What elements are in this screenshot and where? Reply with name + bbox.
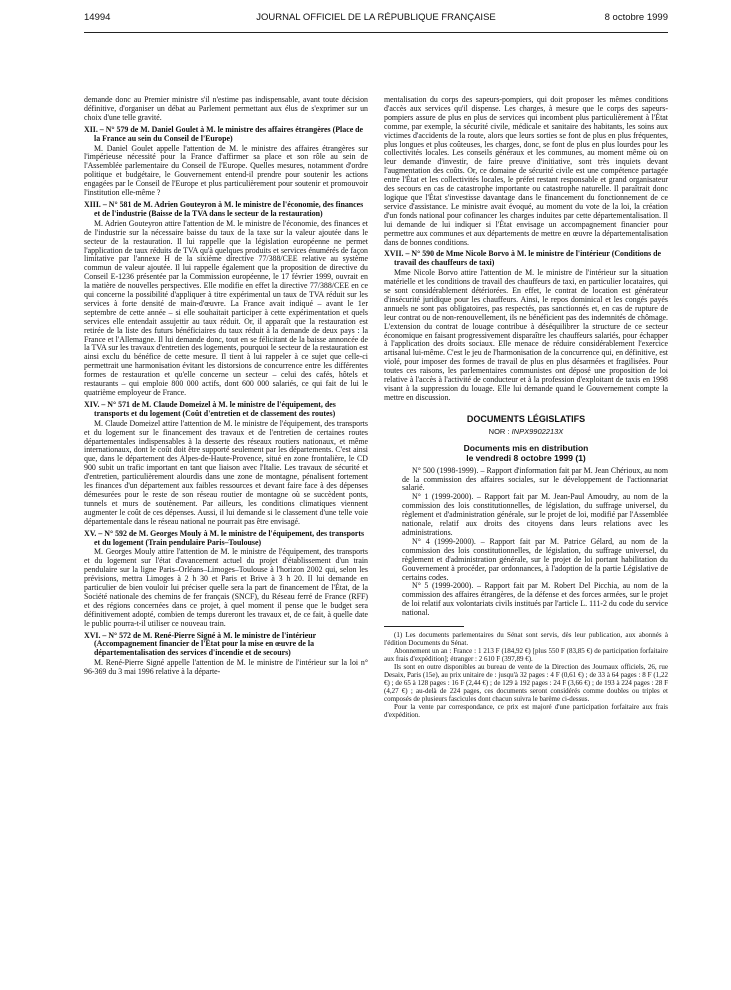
question-572-continuation: mentalisation du corps des sapeurs-pompiers, qui doit proposer les mêmes conditions d'accès aux services qu'il dispense. Les charges, à mesure que le corps des sapeurs-pompiers assure de plus en plus de services qui incombent plus particulièrement à l'État comme, par exemple, la sécurité civile, médicale et sanitaire des habitants, les soins aux victimes d'accidents de la route, alors que leurs sorties se font de plus en plus fréquentes, plus longues et plus coûteuses, les charges, donc, se font de plus en plus lourdes pour les collectivités locales. Les conseils généraux et les communes, au moment même où on leur demande d'investir, de faire preuve d'initiative, sont très inquiets devant l'augmentation des coûts. Or, ce domaine de sécurité civile est une compétence partagée entre l'État et les collectivités locales, le préfet restant responsable et grand organisateur des secours en cas de catastrophe importante ou catastrophe naturelle. Il paraîtrait donc logique que l'État s'investisse davantage dans le financement du fonctionnement de ce service d'assistance. Le ministre avait évoqué, au moment du vote de la loi, la création d'un fonds national pour cofinancer les charges induites par cette départementalisation. Il lui demande de lui indiquer si l'État envisage un accompagnement financier pour permettre aux communes et aux départements de mettre en œuvre la départementalisation dans de bonnes conditions. — [384, 95, 668, 247]
intro-paragraph: demande donc au Premier ministre s'il n'estime pas indispensable, avant toute décision définitive, d'organiser un débat au Parlement permettant aux élus de s'exprimer sur un choix d'une telle gravité. — [84, 95, 368, 122]
question-579-body: M. Daniel Goulet appelle l'attention de M. le ministre des affaires étrangères sur l'impérieuse nécessité pour la France d'affirmer sa place et son rôle au sein de l'Assemblée parlementaire du Conseil de l'Europe. Quelles mesures, notamment d'ordre politique et budgétaire, le Gouvernement entend-il prendre pour soutenir les actions engagées par le Conseil de l'Europe et plus particulièrement pour soutenir et promouvoir l'institution elle-même ? — [84, 143, 368, 198]
document-item: N° 500 (1998-1999). – Rapport d'information fait par M. Jean Chérioux, au nom de la commission des affaires sociales, sur le développement de l'actionnariat salarié. — [402, 465, 668, 493]
question-590-title: XVII. – N° 590 de Mme Nicole Borvo à M. le ministre de l'intérieur (Conditions de travail des chauffeurs de taxi) — [384, 249, 662, 268]
documents-subtitle-line-2: le vendredi 8 octobre 1999 (1) — [466, 452, 586, 463]
publication-date: 8 octobre 1999 — [604, 12, 668, 23]
documents-subtitle-line-1: Documents mis en distribution — [463, 442, 589, 453]
documents-subtitle — [384, 443, 668, 463]
page-header — [84, 12, 668, 26]
question-572-title: XVI. – N° 572 de M. René-Pierre Signé à M. le ministre de l'intérieur (Accompagnement financier de l'État pour la mise en œuvre de la départementalisation des services d'incendie et de secours) — [84, 630, 316, 658]
question-572-body: M. René-Pierre Signé appelle l'attention de M. le ministre de l'intérieur sur la loi n° 96-369 du 3 mai 1996 relative à la départe- — [84, 658, 368, 677]
page-number: 14994 — [84, 12, 111, 23]
footnote: Pour la vente par correspondance, ce prix est majoré d'une participation forfaitaire aux frais d'expédition. — [384, 703, 668, 720]
question-579-title: XII. – N° 579 de M. Daniel Goulet à M. le ministre des affaires étrangères (Place de la France au sein du Conseil de l'Europe) — [84, 124, 364, 143]
document-item: N° 1 (1999-2000). – Rapport fait par M. Jean-Paul Amoudry, au nom de la commission des lois constitutionnelles, de législation, du suffrage universel, du règlement et d'administration générale, sur le projet de loi, modifié par l'Assemblée nationale, relatif aux droits des citoyens dans leurs relations avec les administrations. — [402, 492, 668, 537]
footnote: (1) Les documents parlementaires du Sénat sont servis, dès leur publication, aux abonnés à l'édition Documents du Sénat. — [384, 631, 668, 648]
nor-label: NOR : — [488, 426, 512, 436]
journal-title: JOURNAL OFFICIEL DE LA RÉPUBLIQUE FRANÇAISE — [256, 12, 496, 23]
left-column — [84, 96, 368, 677]
right-column — [384, 96, 668, 719]
documents-section-title: DOCUMENTS LÉGISLATIFS — [466, 413, 586, 424]
document-item: N° 4 (1999-2000). – Rapport fait par M. Patrice Gélard, au nom de la commission des lois constitutionnelles, de législation, du suffrage universel, du règlement et d'administration générale, sur le projet de loi portant habilitation du Gouvernement à procéder, par ordonnances, à l'adoption de la partie Législative de certains codes. — [402, 536, 668, 582]
question-581-body: M. Adrien Gouteyron attire l'attention de M. le ministre de l'économie, des finances et de l'industrie sur la nécessaire baisse du taux de la taxe sur la valeur ajoutée dans le secteur de la restauration. Il lui rappelle que la législation européenne ne permet l'application de taux réduits de TVA qu'à quelques produits et services énumérés de façon limitative par l'annexe H de la sixième directive 77/388/CEE relative au système commun de valeur ajoutée. Il lui rappelle également que la proposition de directive du Conseil E-1236 présentée par la Commission européenne, le 17 février 1999, ouvrait en la matière de nouvelles perspectives. Elle modifie en effet la directive 77/388/CEE en ce qui concerne la possibilité d'appliquer à titre expérimental un taux de TVA réduit sur les services à forte densité de main-d'œuvre. La France avait indiqué – avant le 1er septembre de cette année – si elle souhaitait participer à cette expérimentation et quels services elle entendait assujettir au taux réduit. Or, il apparaît que la restauration est retirée de la liste des futurs bénéficiaires du taux réduit à la demande de deux pays : la France et l'Allemagne. Il lui demande donc, tout en se félicitant de la baisse annoncée de la TVA sur les travaux d'entretien des logements, pourquoi le secteur de la restauration est ainsi exclu du bénéfice de cette mesure. Il tient à lui rappeler à ce sujet que celle-ci permettrait une harmonisation évitant les distorsions de concurrence entre les différentes formes de restauration et qu'elle concerne un secteur – celui des cafés, hôtels et restaurants – qui emploie 800 000 actifs, dont 600 000 salariés, ce qui fait de lui le quatrième employeur de France. — [84, 218, 368, 397]
question-592-body: M. Georges Mouly attire l'attention de M. le ministre de l'équipement, des transports et du logement sur l'état d'avancement actuel du projet d'établissement d'un train pendulaire sur la ligne Paris–Orléans–Limoges–Toulouse à l'horizon 2002 qui, selon les prévisions, mettra Limoges à 2 h 30 et Paris et Brive à 3 h 20. Il lui demande en particulier de bien vouloir lui préciser quelle sera la part de financement de l'État, de la Société nationale des chemins de fer français (SNCF), du Réseau ferré de France (RFF) et des régions concernées dans ce projet, à quel moment il pense que le budget sera définitivement adopté, combien de temps dureront les travaux et, de ce fait, à quelle date le public pourra-t-il utiliser ce nouveau train. — [84, 547, 368, 628]
question-590-body: Mme Nicole Borvo attire l'attention de M. le ministre de l'intérieur sur la situation matérielle et les conditions de travail des chauffeurs de taxi, en particulier locataires, qui se sont considérablement détériorées. En effet, le contrat de location est générateur d'insécurité juridique pour les chauffeurs. Ainsi, le repos dominical et les congés payés annuels ne sont pas obligatoires, pas respectés, pas sanctionnés et, en cas de rupture de leur contrat ou de non-renouvellement, ils ne bénéficient pas des indemnités de chômage. L'extension du contrat de louage contribue à déséquilibrer la structure de ce secteur économique en faisant progressivement disparaître les chauffeurs salariés, pour échapper à l'application des droits sociaux. Elle menace de réduire considérablement l'exercice artisanal lui-même. C'est le jeu de l'harmonisation de la concurrence qui, en définitive, est violé, pour imposer des formes de travail de plus en plus désarmées et fragilisées. Pour toutes ces raisons, les parlementaires communistes ont déposé une proposition de loi relative à l'accès à l'activité de conducteur et à la profession d'exploitant de taxis en 1998 visant à la suppression du louage. Elle lui demande quand le Gouvernement compte la mettre en discussion. — [384, 268, 668, 402]
question-571-body: M. Claude Domeizel attire l'attention de M. le ministre de l'équipement, des transports et du logement sur le financement des travaux et de l'entretien de certaines routes départementales indispensables à la desserte des réseaux routiers nationaux, et même internationaux, dont le coût doit être supporté seulement par les départements. C'est ainsi que, dans le département des Alpes-de-Haute-Provence, situé en zone frontalière, le CD 900 subit un trafic important en tant que liaison avec l'Italie. Les travaux de sécurité et d'entretien, particulièrement alourdis dans une zone de montagne, pénalisent fortement les finances d'un département aux faibles ressources et devant faire face à des dépenses démesurées pour le reste de son réseau routier de montagne où se succèdent ponts, tunnels et murs de soutènement. Par ailleurs, les conditions climatiques viennent augmenter le coût de ces dépenses. Aussi, il lui demande si le classement d'une telle voie départementale dans le réseau national ne pourrait pas être envisagé. — [84, 418, 368, 526]
footnote: Abonnement un an : France : 1 213 F (184,92 €) [plus 550 F (83,85 €) de participation forfaitaire aux frais d'expédition]; étranger : 2 610 F (397,89 €). — [384, 647, 668, 664]
document-item: N° 5 (1999-2000). – Rapport fait par M. Robert Del Picchia, au nom de la commission des affaires étrangères, de la défense et des forces armées, sur le projet de loi relatif aux volontariats civils institués par l'article L. 111-2 du code du service national. — [402, 581, 668, 618]
nor-reference — [384, 428, 668, 437]
footnote: Ils sont en outre disponibles au bureau de vente de la Direction des Journaux officiels, 26, rue Desaix, Paris (15e), au prix unitaire de : jusqu'à 32 pages : 4 F (0,61 €) ; de 33 à 64 pages : 8 F (1,22 €) ; de 65 à 128 pages : 16 F (2,44 €) ; de 129 à 192 pages : 24 F (3,66 €) ; de 193 à 224 pages : 28 F (4,27 €) ; au-delà de 224 pages, ces documents seront considérés comme doubles ou triples et composés de plusieurs fascicules dont chacun suivra le barème ci-dessus. — [384, 663, 668, 704]
question-571-title: XIV. – N° 571 de M. Claude Domeizel à M. le ministre de l'équipement, des transports et du logement (Coût d'entretien et de classement des routes) — [84, 399, 336, 418]
question-592-title: XV. – N° 592 de M. Georges Mouly à M. le ministre de l'équipement, des transports et du logement (Train pendulaire Paris–Toulouse) — [84, 528, 365, 547]
footnote-rule — [384, 626, 464, 627]
header-rule — [84, 32, 668, 33]
question-581-title: XIII. – N° 581 de M. Adrien Gouteyron à M. le ministre de l'économie, des finances et de l'industrie (Baisse de la TVA dans le secteur de la restauration) — [84, 199, 364, 218]
nor-value: INPX9902213X — [511, 426, 564, 436]
